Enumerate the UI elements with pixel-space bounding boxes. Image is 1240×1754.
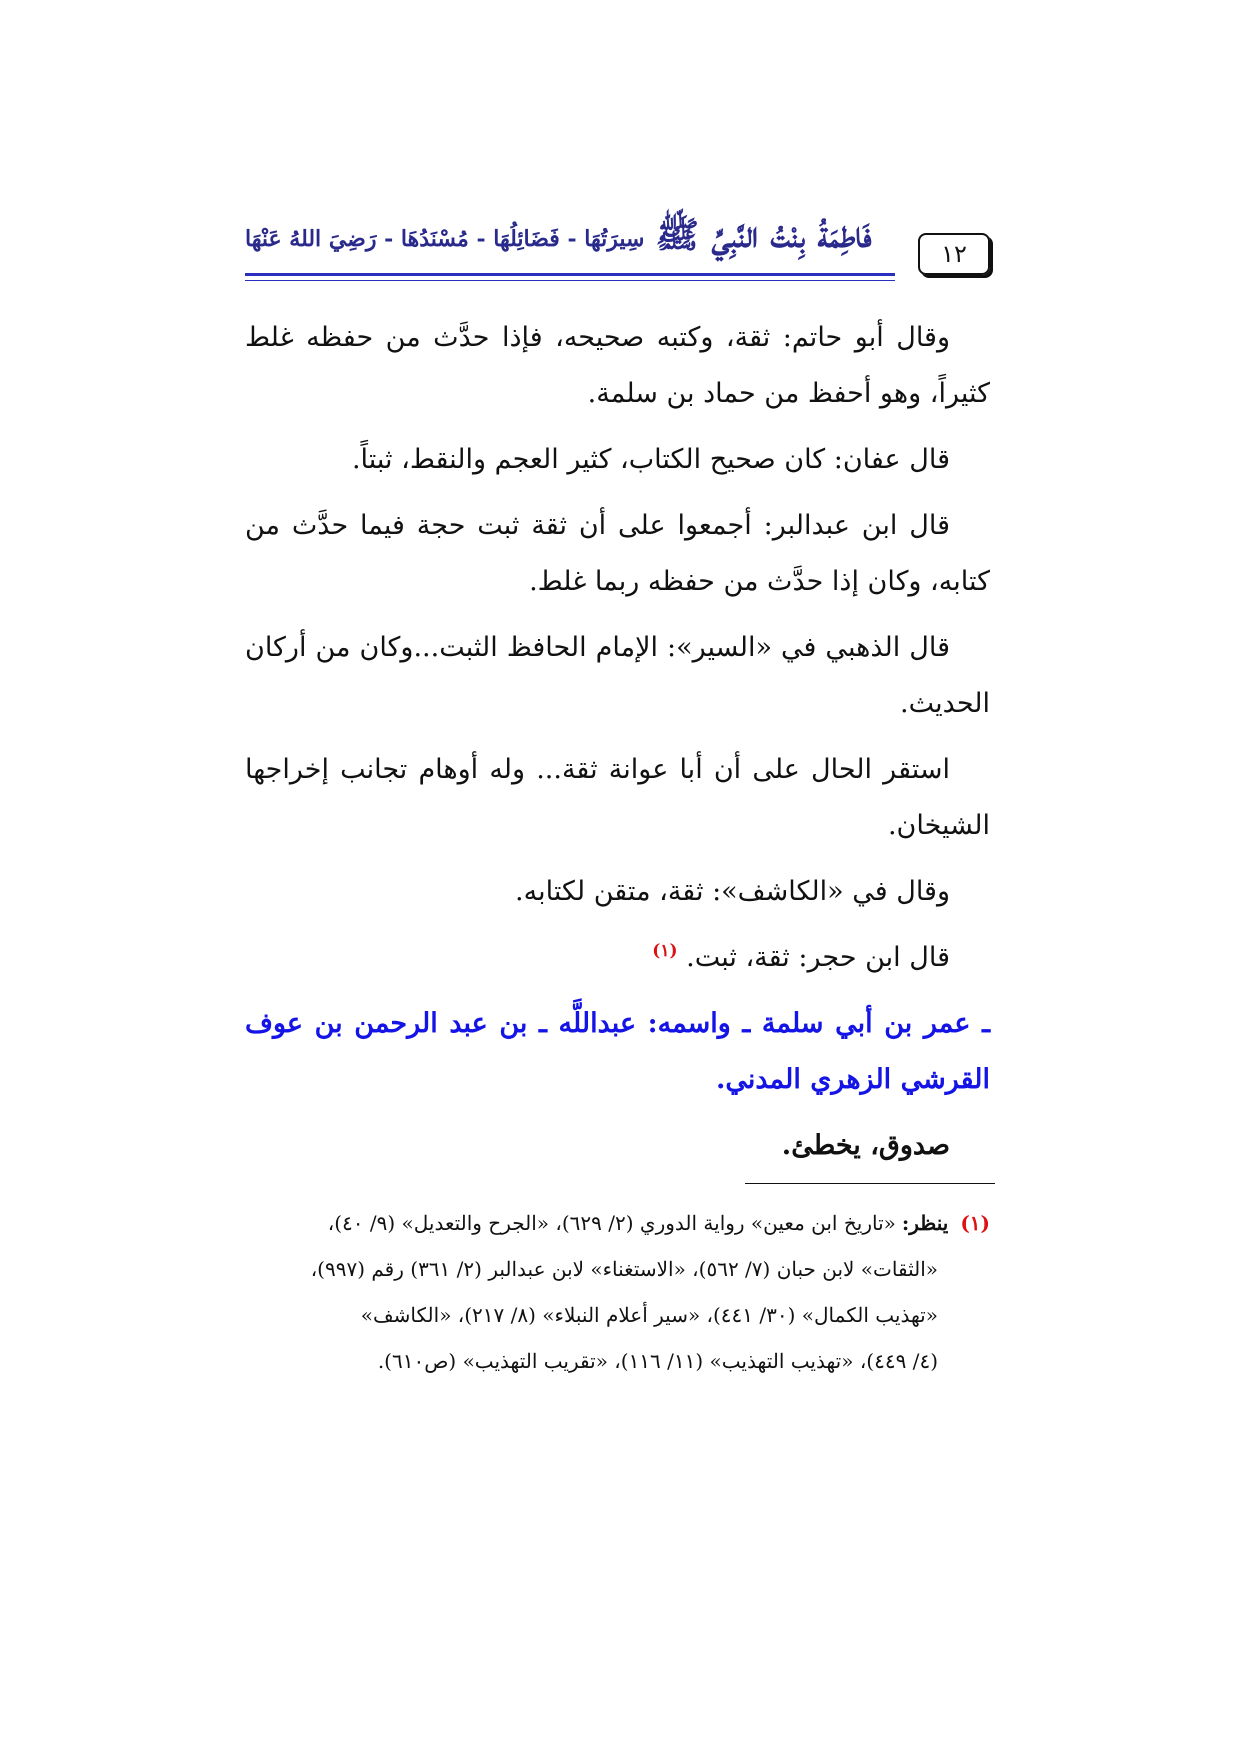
ibn-hajar-text: قال ابن حجر: ثقة، ثبت. bbox=[686, 942, 950, 973]
narrator-grade: صدوق، يخطئ. bbox=[781, 1130, 950, 1161]
paragraph-kashif: وقال في «الكاشف»: ثقة، متقن لكتابه. bbox=[515, 876, 950, 907]
main-text bbox=[245, 310, 990, 1184]
book-title: فَاطِمَةُ بِنْتُ النَّبِيِّ ﷺ bbox=[655, 214, 872, 256]
footnote-line-1 bbox=[245, 1200, 990, 1246]
footnote-line-2: «الثقات» لابن حبان (٧/ ٥٦٢)، «الاستغناء» لابن عبدالبر (٢/ ٣٦١) رقم (٩٩٧)، bbox=[310, 1257, 938, 1281]
narrator-heading: ـ عمر بن أبي سلمة ـ واسمه: عبداللَّه ـ بن عبد الرحمن بن عوف القرشي الزهري المدني. bbox=[245, 1008, 990, 1095]
paragraph-ibn-abdulbarr: قال ابن عبدالبر: أجمعوا على أن ثقة ثبت حجة فيما حدَّث من كتابه، وكان إذا حدَّث من حفظه ربما غلط. bbox=[245, 510, 990, 597]
footnote-divider bbox=[745, 1183, 995, 1184]
footnote-line-4: (٤/ ٤٤٩)، «تهذيب التهذيب» (١١/ ١١٦)، «تقريب التهذيب» (ص٦١٠). bbox=[377, 1349, 938, 1373]
footnote-line-3: «تهذيب الكمال» (٣٠/ ٤٤١)، «سير أعلام النبلاء» (٨/ ٢١٧)، «الكاشف» bbox=[360, 1303, 938, 1327]
footnote-lead: ينظر: bbox=[901, 1211, 949, 1235]
paragraph-conclusion: استقر الحال على أن أبا عوانة ثقة... وله أوهام تجانب إخراجها الشيخان. bbox=[245, 754, 990, 841]
footnote-reference[interactable]: (١) bbox=[652, 941, 678, 961]
header-rule-thick bbox=[245, 273, 895, 276]
footnote-number: (١) bbox=[960, 1211, 990, 1235]
running-title bbox=[245, 213, 895, 265]
book-subtitle: سِيرَتُهَا - فَضَائِلُهَا - مُسْنَدُهَا - رَضِيَ اللهُ عَنْهَا bbox=[245, 226, 645, 252]
footnote-text-1: «تاريخ ابن معين» رواية الدوري (٢/ ٦٢٩)، «الجرح والتعديل» (٩/ ٤٠)، bbox=[327, 1211, 896, 1235]
paragraph-dhahabi: قال الذهبي في «السير»: الإمام الحافظ الثبت...وكان من أركان الحديث. bbox=[245, 632, 990, 719]
paragraph-ibn-hajar bbox=[245, 930, 990, 986]
footnotes bbox=[245, 1200, 990, 1384]
header-rule-thin bbox=[245, 280, 895, 281]
paragraph-abu-hatim: وقال أبو حاتم: ثقة، وكتبه صحيحه، فإذا حدَّث من حفظه غلط كثيراً، وهو أحفظ من حماد بن سلمة. bbox=[245, 322, 990, 409]
paragraph-affan: قال عفان: كان صحيح الكتاب، كثير العجم والنقط، ثبتاً. bbox=[351, 444, 950, 475]
page-header bbox=[245, 205, 990, 295]
page-number: ١٢ bbox=[918, 233, 990, 275]
